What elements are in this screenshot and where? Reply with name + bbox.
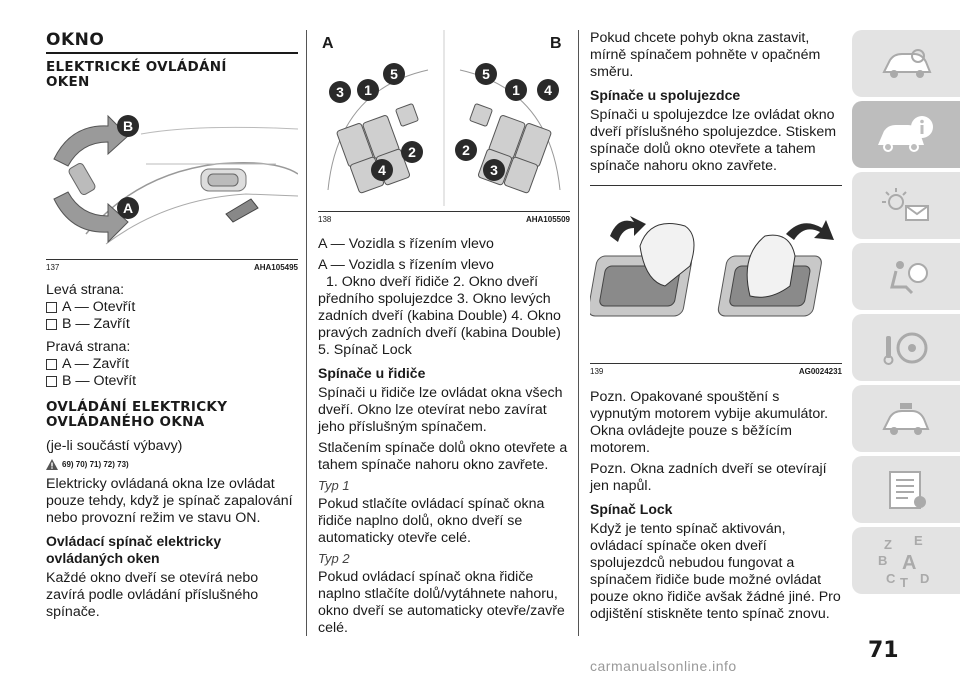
- switch-number: 1: [512, 82, 520, 98]
- legend-line: A — Vozidla s řízením vlevo: [318, 236, 494, 252]
- figure-code: AG0024231: [798, 367, 842, 376]
- figure-caption: [318, 211, 570, 224]
- paragraph: Pokud ovládací spínač okna řidiče naplno stlačíte dolů/vytáhnete nahoru, okno dveří se automaticky otevře/zavře celé.: [318, 569, 565, 636]
- tab-car-info[interactable]: [852, 101, 960, 168]
- warning-lights-icon: [878, 186, 934, 226]
- switch-number: 5: [390, 66, 398, 82]
- airbag-seat-icon: [878, 257, 934, 297]
- switch-number: 3: [490, 162, 498, 178]
- list-item: B — Otevřít: [46, 373, 298, 390]
- right-side-label: Pravá strana:: [46, 339, 131, 355]
- paragraph: Stlačením spínače dolů okno otevřete a tahem spínače nahoru okno zavřete.: [318, 440, 568, 473]
- optional-equipment-note: (je-li součástí výbavy): [46, 438, 183, 454]
- figure-code: AHA105495: [253, 263, 298, 272]
- paragraph: Pokud stlačíte ovládací spínač okna řidiče naplno dolů, okno dveří se automaticky otevře celé.: [318, 496, 545, 546]
- switch-number: 5: [482, 66, 490, 82]
- tab-emergency[interactable]: [852, 385, 960, 452]
- paragraph: Pozn. Okna zadních dveří se otevírají jen napůl.: [590, 461, 827, 494]
- subheading-passenger-switches: Spínače u spolujezdce: [590, 87, 741, 103]
- figure-number: 139: [590, 367, 604, 376]
- tab-maintenance[interactable]: [852, 456, 960, 523]
- legend-line: A — Vozidla s řízením vlevo: [318, 257, 494, 273]
- subheading-lock-switch: Spínač Lock: [590, 501, 673, 517]
- list-item: B — Zavřít: [46, 316, 298, 333]
- tab-dashboard[interactable]: [852, 30, 960, 97]
- list-item: A — Zavřít: [46, 356, 298, 373]
- maintenance-list-icon: [878, 468, 934, 512]
- figure-139: [590, 185, 842, 375]
- figure-138: [318, 30, 570, 222]
- fig138-label-a: A: [322, 35, 334, 52]
- paragraph: Každé okno dveří se otevírá nebo zavírá podle ovládání příslušného spínače.: [46, 570, 259, 620]
- tab-index[interactable]: [852, 527, 960, 594]
- legend-items: 1. Okno dveří řidiče 2. Okno dveří předního spolujezdce 3. Okno levých zadních dveří (kabina Double) 4. Okno pravých zadních dveří (kabina Double) 5. Spínač Lock: [318, 274, 561, 358]
- svg-text:E: E: [914, 532, 923, 548]
- checkbox-bullet-icon: [46, 376, 57, 387]
- checkbox-bullet-icon: [46, 319, 57, 330]
- subheading-control-switch: Ovládací spínač elektricky ovládaných oken: [46, 533, 222, 566]
- figure-caption: [46, 259, 298, 272]
- column-1: [46, 30, 298, 625]
- fig137-label-a: A: [122, 200, 134, 216]
- paragraph: Spínači u spolujezdce lze ovládat okno dveří příslušného spolujezdce. Stiskem spínače dolů okno otevřete a tahem spínače nahoru okno zavřete.: [590, 107, 837, 174]
- column-2: [318, 30, 570, 641]
- figure-code: AHA105509: [525, 215, 570, 224]
- paragraph: Když je tento spínač aktivován, ovládací spínače oken dveří spolujezdců nebudou fungovat a spínačem řidiče bude možné ovládat pouze okno řidiče avšak žádné jiné. Pro odjištění stiskněte tento spínač znovu.: [590, 521, 841, 622]
- type-label: Typ 2: [318, 551, 350, 566]
- paragraph: Elektricky ovládaná okna lze ovládat pouze tehdy, když je spínač zapalování nebo provozní režim ve stavu ON.: [46, 476, 293, 526]
- alphabet-index-icon: [874, 533, 938, 589]
- figure-number: 137: [46, 263, 60, 272]
- car-emergency-icon: [878, 399, 934, 439]
- car-dashboard-icon: [878, 44, 934, 84]
- list-item: A — Otevřít: [46, 299, 298, 316]
- switch-number: 2: [408, 144, 416, 160]
- section-title-power-windows: ELEKTRICKÉ OVLÁDÁNÍ OKEN: [46, 59, 227, 90]
- driver-window-switch-panel-illustration: [318, 30, 570, 206]
- checkbox-bullet-icon: [46, 359, 57, 370]
- fig137-label-b: B: [122, 118, 134, 134]
- paragraph: Pozn. Opakované spouštění s vypnutým motorem vybije akumulátor. Okna ovládejte pouze s běžícím motorem.: [590, 389, 829, 456]
- svg-text:A: A: [902, 551, 917, 574]
- tab-warning-lights[interactable]: [852, 172, 960, 239]
- door-window-switch-illustration: [46, 104, 298, 254]
- left-side-label: Levá strana:: [46, 282, 125, 298]
- svg-text:C: C: [886, 570, 896, 586]
- switch-push-pull-illustration: [590, 186, 842, 358]
- tab-driving[interactable]: [852, 314, 960, 381]
- svg-text:B: B: [878, 552, 888, 568]
- page-number: 71: [868, 638, 899, 663]
- warning-triangle-icon: [46, 459, 58, 470]
- switch-number: 2: [462, 142, 470, 158]
- warning-references: 69) 70) 71) 72) 73): [46, 459, 298, 470]
- chapter-tabs: [852, 30, 960, 598]
- switch-number: 4: [378, 162, 386, 178]
- watermark: carmanualsonline.info: [590, 658, 737, 674]
- paragraph: Pokud chcete pohyb okna zastavit, mírně spínačem pohněte v opačném směru.: [590, 30, 821, 80]
- type-label: Typ 1: [318, 478, 350, 493]
- steering-key-icon: [878, 328, 934, 368]
- title-rule: [46, 52, 298, 54]
- page-title: OKNO: [46, 30, 105, 50]
- car-info-icon: [874, 113, 938, 157]
- section-title-window-operation: OVLÁDÁNÍ ELEKTRICKY OVLÁDANÉHO OKNA: [46, 399, 228, 430]
- figure-137: [46, 104, 298, 272]
- fig138-label-b: B: [550, 35, 562, 52]
- svg-text:Z: Z: [884, 536, 892, 552]
- switch-number: 4: [544, 82, 552, 98]
- checkbox-bullet-icon: [46, 302, 57, 313]
- switch-number: 1: [364, 82, 372, 98]
- figure-caption: [590, 363, 842, 376]
- paragraph: Spínači u řidiče lze ovládat okna všech dveří. Okno lze otevírat nebo zavírat jeho příslušným spínačem.: [318, 385, 563, 435]
- svg-text:D: D: [920, 570, 930, 586]
- figure-number: 138: [318, 215, 332, 224]
- column-3: [590, 30, 842, 627]
- subheading-driver-switches: Spínače u řidiče: [318, 365, 426, 381]
- switch-number: 3: [336, 84, 344, 100]
- tab-safety[interactable]: [852, 243, 960, 310]
- svg-text:T: T: [900, 574, 908, 589]
